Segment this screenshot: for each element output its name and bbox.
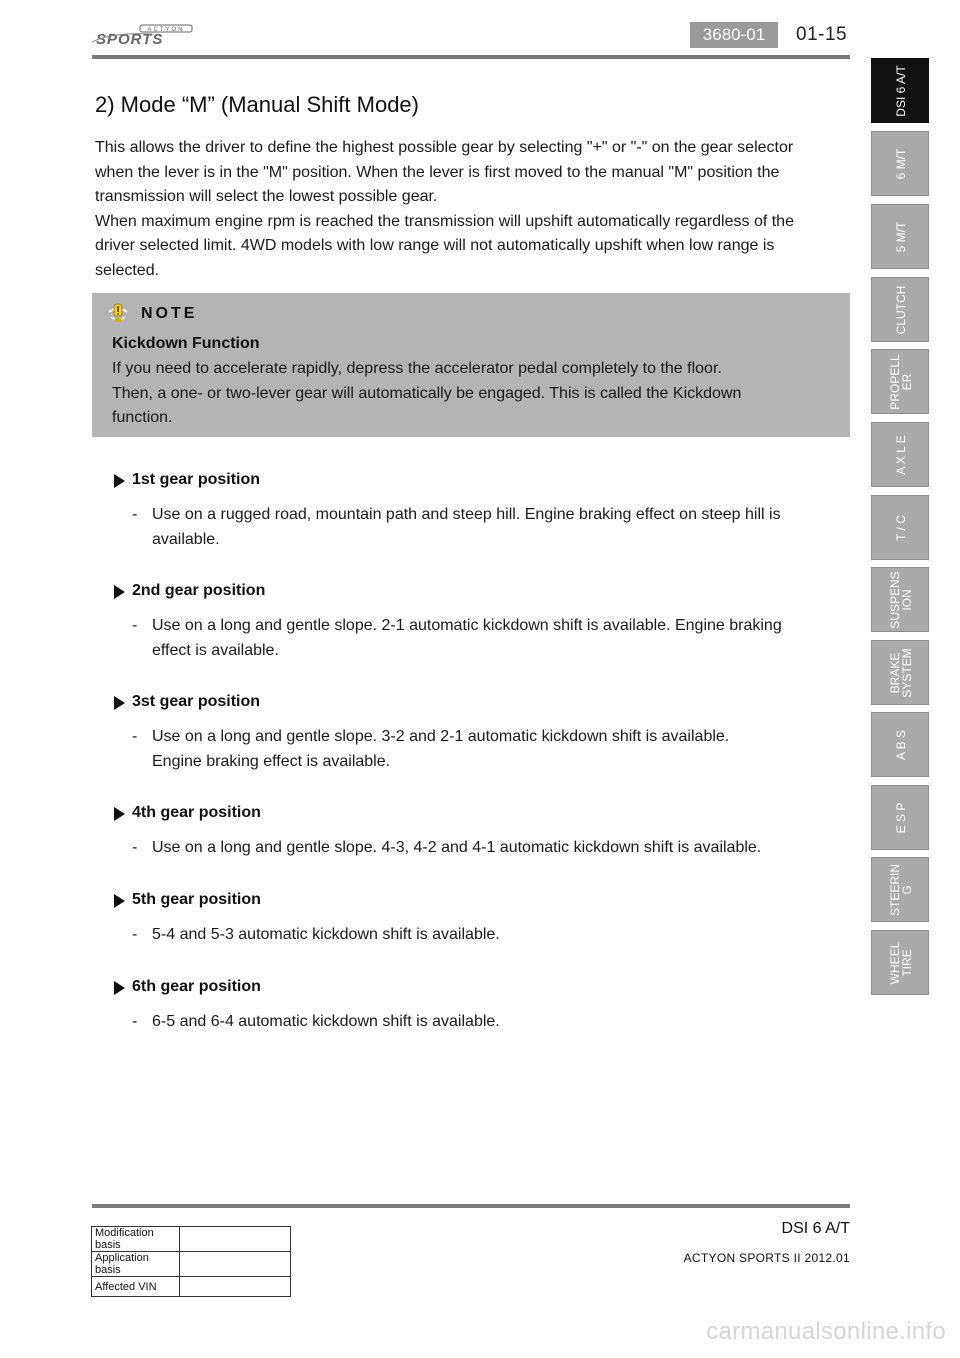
tab-label: 6 M/T: [894, 148, 908, 180]
gear-item-3st: [114, 692, 814, 774]
gear-item-2nd: [114, 581, 814, 663]
gear-item-5th: [114, 890, 814, 948]
gear-description: Use on a long and gentle slope. 3-2 and 2-1 automatic kickdown shift is available. Engine braking effect is available.: [152, 728, 730, 770]
tab-dsi-6-at[interactable]: [871, 58, 929, 123]
gear-title: 5th gear position: [132, 891, 261, 908]
triangle-bullet-icon: [114, 696, 125, 710]
triangle-bullet-icon: [114, 981, 125, 995]
tab-label: E S P: [894, 802, 908, 834]
tab-wheel-tire[interactable]: [871, 930, 929, 995]
modification-basis-label: Modification basis: [92, 1227, 180, 1252]
gear-description: Use on a long and gentle slope. 2-1 automatic kickdown shift is available. Engine braking effect is available.: [152, 617, 782, 659]
triangle-bullet-icon: [114, 585, 125, 599]
gear-title: 4th gear position: [132, 804, 261, 821]
triangle-bullet-icon: [114, 474, 125, 488]
tab-label: DSI 6 A/T: [894, 65, 908, 117]
affected-vin-value: [180, 1277, 291, 1297]
tab-steering[interactable]: [871, 857, 929, 922]
tab-propeller[interactable]: [871, 349, 929, 414]
tab-suspension[interactable]: [871, 567, 929, 632]
tab-label: PROPELL ER: [888, 354, 914, 410]
tab-label: BRAKE SYSTEM: [888, 648, 914, 698]
triangle-bullet-icon: [114, 807, 125, 821]
dash-bullet: -: [132, 926, 138, 943]
gear-item-4th: [114, 803, 814, 861]
application-basis-label: Application basis: [92, 1252, 180, 1277]
intro-paragraph: [95, 136, 810, 283]
note-text: If you need to accelerate rapidly, depress the accelerator pedal completely to the floor. Then, a one- or two-lever gear will automatically be engaged. This is called the Kickdown function.: [112, 360, 742, 426]
section-title: 2) Mode “M” (Manual Shift Mode): [95, 92, 419, 117]
footer-divider: [92, 1204, 850, 1208]
tab-label: WHEEL TIRE: [888, 941, 914, 985]
page-number: 01-15: [796, 24, 848, 45]
triangle-bullet-icon: [114, 894, 125, 908]
gear-title: 1st gear position: [132, 471, 261, 488]
tab-clutch[interactable]: [871, 277, 929, 342]
tab-label: SUSPENS ION: [888, 571, 914, 629]
affected-vin-label: Affected VIN: [92, 1277, 180, 1297]
svg-text:ACTYON: ACTYON: [147, 27, 185, 33]
dash-bullet: -: [132, 617, 138, 634]
dash-bullet: -: [132, 728, 138, 745]
dash-bullet: -: [132, 506, 138, 523]
application-basis-value: [180, 1252, 291, 1277]
svg-text:SPORTS: SPORTS: [96, 31, 164, 46]
tab-label: T / C: [894, 515, 908, 541]
gear-description: 6-5 and 6-4 automatic kickdown shift is available.: [152, 1013, 500, 1030]
tab-axle[interactable]: [871, 422, 929, 487]
dash-bullet: -: [132, 839, 138, 856]
modification-table: [91, 1226, 291, 1297]
gear-title: 6th gear position: [132, 978, 261, 995]
footer-model-info: ACTYON SPORTS II 2012.01: [683, 1251, 850, 1265]
gear-title: 3st gear position: [132, 693, 261, 710]
intro-text: This allows the driver to define the highest possible gear by selecting "+" or "-" on the gear selector when the lever is in the "M" position. When the lever is first moved to the manual "M" position the transmission will select the lowest possible gear. When maximum engine rpm is reached the transmission will upshift automatically regardless of the driver selected limit. 4WD models with low range will not automatically upshift when low range is selected.: [95, 139, 794, 279]
note-heading: Kickdown Function: [112, 335, 260, 352]
document-code: 3680-01: [690, 22, 778, 48]
dash-bullet: -: [132, 1013, 138, 1030]
footer-section-name: DSI 6 A/T: [781, 1220, 850, 1237]
note-box: [92, 293, 850, 437]
tab-abs[interactable]: [871, 712, 929, 777]
gear-description: 5-4 and 5-3 automatic kickdown shift is available.: [152, 926, 500, 943]
modification-basis-value: [180, 1227, 291, 1252]
tab-tc[interactable]: [871, 495, 929, 560]
gear-item-1st: [114, 470, 814, 552]
tab-label: A X L E: [894, 435, 908, 475]
actyon-sports-logo: [92, 24, 204, 46]
tab-label: 5 M/T: [894, 221, 908, 253]
tab-5-mt[interactable]: [871, 204, 929, 269]
tab-6-mt[interactable]: [871, 131, 929, 196]
tab-label: A B S: [894, 729, 908, 761]
tab-esp[interactable]: [871, 785, 929, 850]
watermark[interactable]: carmanualsonline.info: [706, 1318, 946, 1345]
tab-brake-system[interactable]: [871, 640, 929, 705]
gear-description: Use on a long and gentle slope. 4-3, 4-2 and 4-1 automatic kickdown shift is available.: [152, 839, 762, 856]
tab-label: CLUTCH: [894, 285, 908, 335]
gear-description: Use on a rugged road, mountain path and steep hill. Engine braking effect on steep hill is available.: [152, 506, 781, 548]
gear-item-6th: [114, 977, 814, 1035]
note-lightbulb-icon: [106, 302, 130, 328]
tab-label: STEERIN G: [888, 864, 914, 917]
gear-title: 2nd gear position: [132, 582, 266, 599]
note-label: NOTE: [141, 305, 198, 322]
header-divider: [92, 55, 850, 59]
